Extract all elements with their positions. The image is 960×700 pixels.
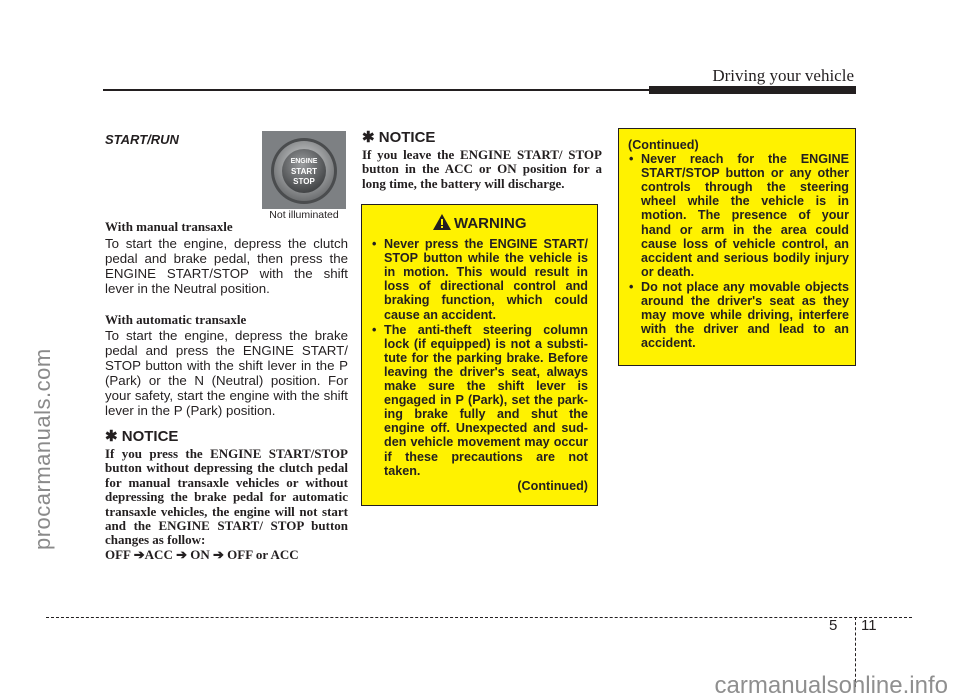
warning-item: • Do not place any movable objects around the driver's seat as they may move while driving, interfere with the driver and lead to an accident. <box>628 280 849 350</box>
start-stop-button-icon <box>262 131 346 209</box>
warning-item: • Never reach for the ENGINE START/STOP button or any other controls through the steering wheel while the vehicle is in motion. The presence of your hand or arm in the area could cause loss of vehicle control, an accident and serious bodily injury or death. <box>628 152 849 279</box>
sequence-step: OFF or ACC <box>227 546 299 562</box>
header-rule <box>103 89 649 91</box>
notice-heading-2 <box>362 128 602 146</box>
side-watermark-text: procarmanuals.com <box>30 348 55 550</box>
button-label-line-1: ENGINE <box>290 158 318 165</box>
arrow-right-icon: ➔ <box>133 546 145 562</box>
notice-body-text: If you press the ENGINE START/STOP button without depressing the clutch pedal for manual transaxle vehicles or without depressing the brake pedal for automatic transaxle vehicles, the engine will not start and the ENGINE START/ STOP button changes as follow: <box>105 446 348 548</box>
sequence-step: ON <box>190 546 210 562</box>
warning-continued-box <box>618 128 856 366</box>
notice-star-icon: ✱ <box>362 129 375 146</box>
manual-transaxle-text: To start the engine, depress the clutch pedal and brake pedal, then press the ENGINE START/STOP with the shift lever in the Neutral position. <box>105 236 348 296</box>
running-header: Driving your vehicle <box>712 66 854 85</box>
continued-label: (Continued) <box>628 138 699 152</box>
warning-item: • The anti-theft steering column lock (if equipped) is not a substi- tute for the parking brake. Before leaving the driver's seat, always make sure the shift lever is engaged in P (Park), set the park- ing brake fully and shut the engine off. Unexpected and sud- den vehicle movement may occur if these precautions are not taken. <box>371 323 588 478</box>
warning-header <box>371 214 588 231</box>
start-stop-button-photo <box>262 131 346 209</box>
automatic-transaxle-heading: With automatic transaxle <box>105 312 247 327</box>
notice-title: NOTICE <box>121 428 179 445</box>
notice-text-1 <box>105 447 348 562</box>
notice-star-icon: ✱ <box>105 428 118 445</box>
sequence-step: OFF <box>105 546 131 562</box>
footer-rule <box>46 617 912 618</box>
warning-list <box>371 237 588 478</box>
page-number: 11 <box>861 617 877 634</box>
chapter-number: 5 <box>829 617 838 634</box>
button-label-line-3: STOP <box>293 177 315 186</box>
warning-item: • Never press the ENGINE START/ STOP button while the vehicle is in motion. This would result in loss of directional control and braking function, which could cause an accident. <box>371 237 588 322</box>
start-run-heading: START/RUN <box>105 132 179 147</box>
notice-heading-1 <box>105 427 348 445</box>
bottom-watermark: carmanualsonline.info <box>714 672 948 699</box>
figure-caption: Not illuminated <box>269 209 339 221</box>
button-sequence <box>105 548 348 562</box>
notice-text-2: If you leave the ENGINE START/ STOP button in the ACC or ON position for a long time, the battery will discharge. <box>362 147 602 191</box>
header-bar <box>649 86 856 94</box>
automatic-transaxle-text: To start the engine, depress the brake pedal and press the ENGINE START/ STOP button with the shift lever in the P (Park) or the N (Neutral) position. For your safety, start the engine with the shift lever in the P (Park) position. <box>105 328 348 418</box>
continued-label: (Continued) <box>517 478 588 493</box>
button-label-line-2: START <box>290 167 318 176</box>
manual-transaxle-heading: With manual transaxle <box>105 219 233 234</box>
notice-title: NOTICE <box>378 129 436 146</box>
arrow-right-icon: ➔ <box>213 546 224 562</box>
warning-box <box>361 204 598 506</box>
warning-title: WARNING <box>454 215 527 232</box>
warning-list-continued <box>628 152 849 350</box>
arrow-right-icon: ➔ <box>176 546 187 562</box>
warning-triangle-icon <box>433 214 451 230</box>
sequence-step: ACC <box>144 546 173 562</box>
